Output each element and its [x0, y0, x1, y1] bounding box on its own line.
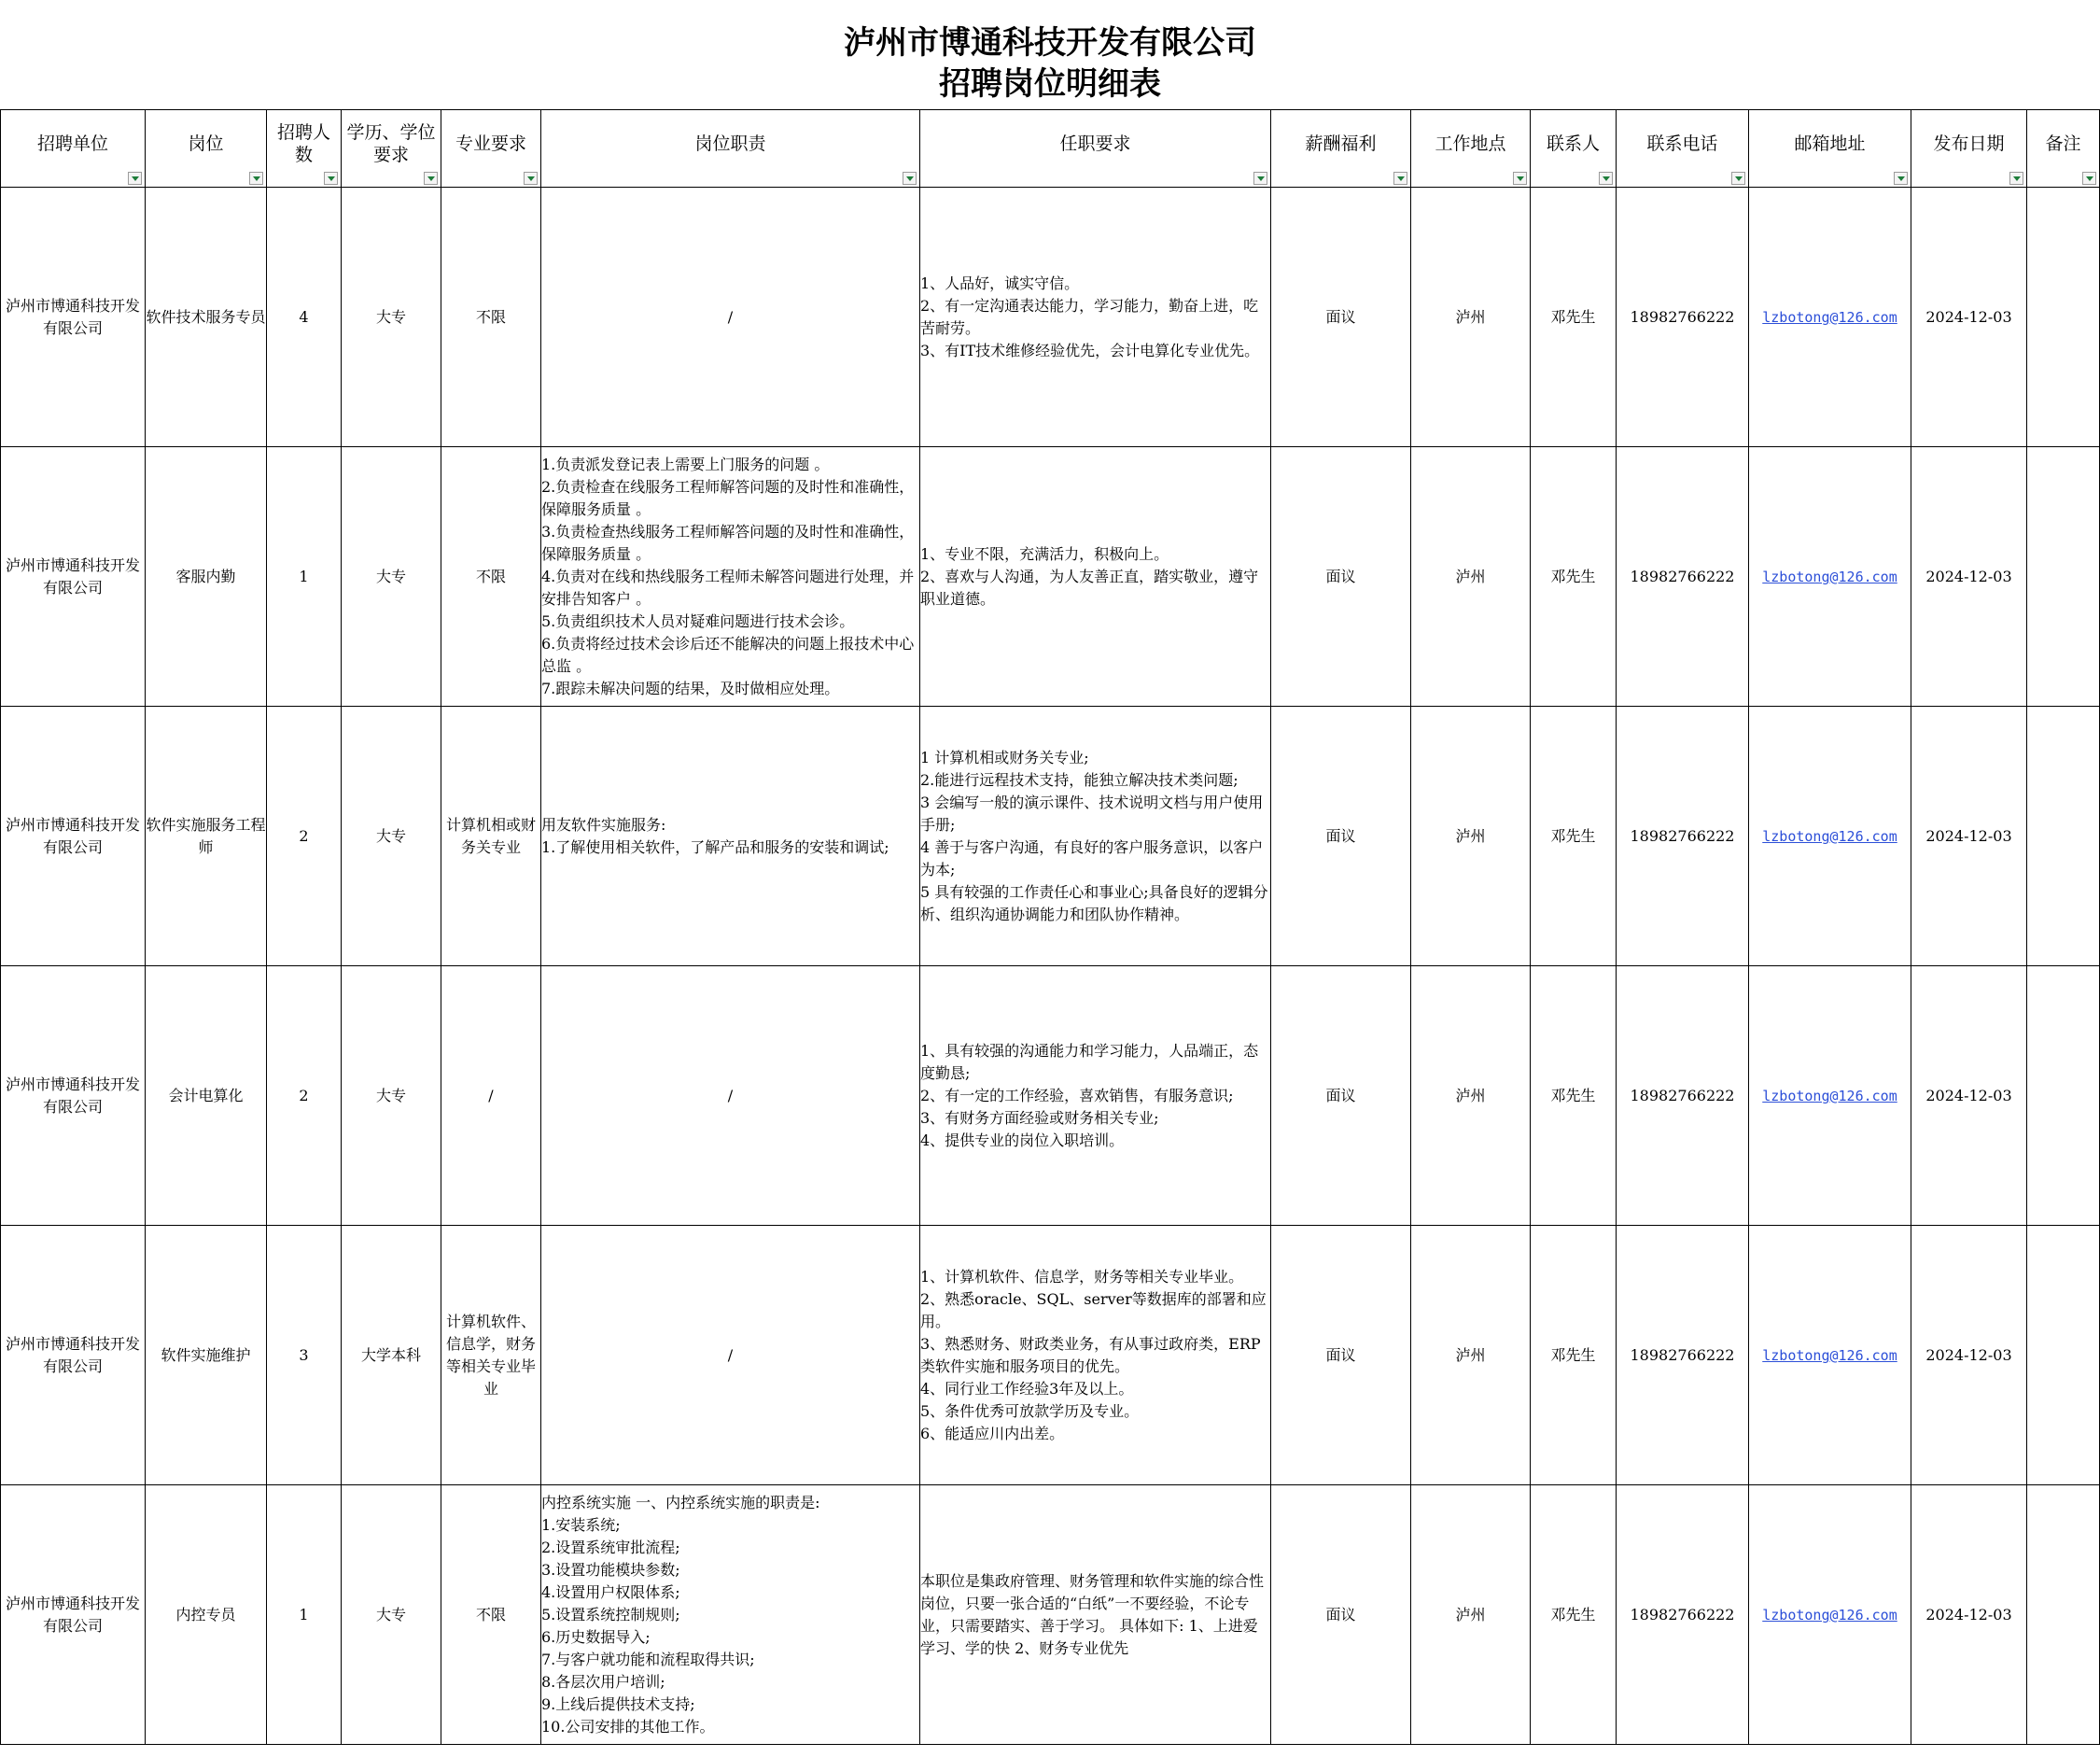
header-requirements [920, 110, 1271, 188]
header-count [267, 110, 342, 188]
cell-phone[interactable]: 18982766222 [1617, 966, 1749, 1226]
header-label: 联系电话 [1646, 134, 1718, 154]
cell-count[interactable]: 1 [267, 447, 342, 707]
cell-requirements[interactable]: 1 计算机相或财务关专业; 2.能进行远程技术支持，能独立解决技术类问题; 3 会编写一般的演示课件、技术说明文档与用户使用手册; 4 善于与客户沟通，有良好的客户服务意识，以客户为本; 5 具有较强的工作责任心和事业心;具备良好的逻辑分析、组织沟通协调能力和团队协作精神。 [920, 707, 1271, 966]
filter-dropdown-icon[interactable] [1393, 172, 1407, 185]
filter-dropdown-icon[interactable] [424, 172, 438, 185]
header-remark [2027, 110, 2100, 188]
cell-education[interactable]: 大专 [342, 707, 441, 966]
header-label: 薪酬福利 [1305, 134, 1377, 154]
email-link[interactable]: lzbotong@126.com [1762, 827, 1897, 845]
cell-major[interactable]: / [441, 966, 541, 1226]
cell-phone[interactable]: 18982766222 [1617, 707, 1749, 966]
cell-location[interactable]: 泸州 [1411, 1485, 1531, 1745]
cell-location[interactable]: 泸州 [1411, 447, 1531, 707]
cell-unit[interactable]: 泸州市博通科技开发有限公司 [1, 188, 146, 447]
cell-phone[interactable]: 18982766222 [1617, 188, 1749, 447]
filter-dropdown-icon[interactable] [2082, 172, 2096, 185]
filter-dropdown-icon[interactable] [1894, 172, 1908, 185]
table-row [1, 1485, 2100, 1745]
filter-dropdown-icon[interactable] [249, 172, 263, 185]
cell-email[interactable] [1749, 447, 1911, 707]
header-major [441, 110, 541, 188]
header-label: 邮箱地址 [1794, 134, 1866, 154]
cell-salary[interactable]: 面议 [1271, 707, 1411, 966]
cell-education[interactable]: 大专 [342, 966, 441, 1226]
cell-salary[interactable]: 面议 [1271, 188, 1411, 447]
cell-unit[interactable]: 泸州市博通科技开发有限公司 [1, 1485, 146, 1745]
cell-contact[interactable]: 邓先生 [1531, 966, 1617, 1226]
cell-duties[interactable]: / [541, 966, 920, 1226]
header-label: 任职要求 [1059, 134, 1131, 154]
cell-duties[interactable]: 用友软件实施服务: 1.了解使用相关软件，了解产品和服务的安装和调试; [541, 707, 920, 966]
filter-dropdown-icon[interactable] [524, 172, 538, 185]
cell-remark[interactable] [2027, 447, 2100, 707]
email-link[interactable]: lzbotong@126.com [1762, 568, 1897, 585]
table-row [1, 966, 2100, 1226]
cell-major[interactable]: 计算机软件、信息学，财务等相关专业毕业 [441, 1226, 541, 1485]
cell-education[interactable]: 大专 [342, 188, 441, 447]
cell-contact[interactable]: 邓先生 [1531, 447, 1617, 707]
cell-salary[interactable]: 面议 [1271, 966, 1411, 1226]
cell-major[interactable]: 计算机相或财务关专业 [441, 707, 541, 966]
header-label: 招聘单位 [36, 134, 108, 154]
header-date [1911, 110, 2027, 188]
header-label: 发布日期 [1933, 134, 2005, 154]
cell-contact[interactable]: 邓先生 [1531, 1226, 1617, 1485]
cell-phone[interactable]: 18982766222 [1617, 1485, 1749, 1745]
cell-remark[interactable] [2027, 707, 2100, 966]
cell-phone[interactable]: 18982766222 [1617, 1226, 1749, 1485]
cell-remark[interactable] [2027, 1226, 2100, 1485]
cell-location[interactable]: 泸州 [1411, 966, 1531, 1226]
filter-dropdown-icon[interactable] [1253, 172, 1267, 185]
cell-education[interactable]: 大学本科 [342, 1226, 441, 1485]
email-link[interactable]: lzbotong@126.com [1762, 1606, 1897, 1623]
cell-education[interactable]: 大专 [342, 1485, 441, 1745]
cell-salary[interactable]: 面议 [1271, 447, 1411, 707]
header-education [342, 110, 441, 188]
cell-email[interactable] [1749, 188, 1911, 447]
cell-date[interactable]: 2024-12-03 [1911, 447, 2027, 707]
cell-requirements[interactable]: 1、人品好，诚实守信。 2、有一定沟通表达能力，学习能力，勤奋上进，吃苦耐劳。 3、有IT技术维修经验优先，会计电算化专业优先。 [920, 188, 1271, 447]
header-label: 岗位 [188, 134, 224, 154]
cell-requirements[interactable]: 1、计算机软件、信息学，财务等相关专业毕业。 2、熟悉oracle、SQL、server等数据库的部署和应用。 3、熟悉财务、财政类业务，有从事过政府类，ERP类软件实施和服务项目的优先。 4、同行业工作经验3年及以上。 5、条件优秀可放款学历及专业。 6、能适应川内出差。 [920, 1226, 1271, 1485]
filter-dropdown-icon[interactable] [324, 172, 338, 185]
cell-major[interactable]: 不限 [441, 1485, 541, 1745]
cell-email[interactable] [1749, 1485, 1911, 1745]
cell-remark[interactable] [2027, 966, 2100, 1226]
cell-location[interactable]: 泸州 [1411, 707, 1531, 966]
cell-date[interactable]: 2024-12-03 [1911, 1485, 2027, 1745]
cell-requirements[interactable]: 1、具有较强的沟通能力和学习能力，人品端正，态度勤恳; 2、有一定的工作经验，喜欢销售，有服务意识; 3、有财务方面经验或财务相关专业; 4、提供专业的岗位入职培训。 [920, 966, 1271, 1226]
cell-unit[interactable]: 泸州市博通科技开发有限公司 [1, 447, 146, 707]
header-label: 学历、学位要求 [346, 122, 436, 165]
cell-duties[interactable]: / [541, 188, 920, 447]
cell-email[interactable] [1749, 707, 1911, 966]
cell-location[interactable]: 泸州 [1411, 1226, 1531, 1485]
cell-count[interactable]: 3 [267, 1226, 342, 1485]
cell-position[interactable]: 软件实施维护 [146, 1226, 267, 1485]
header-location [1411, 110, 1531, 188]
cell-position[interactable]: 客服内勤 [146, 447, 267, 707]
cell-count[interactable]: 2 [267, 707, 342, 966]
recruitment-table [0, 109, 2100, 1745]
cell-requirements[interactable]: 本职位是集政府管理、财务管理和软件实施的综合性岗位，只要一张合适的“白纸”一不要经验，不论专业，只需要踏实、善于学习。 具体如下: 1、上进爱学习、学的快 2、财务专业优先 [920, 1485, 1271, 1745]
page-title: 泸州市博通科技开发有限公司 [844, 24, 1256, 62]
header-unit [1, 110, 146, 188]
header-row [1, 110, 2100, 188]
table-row [1, 1226, 2100, 1485]
cell-salary[interactable]: 面议 [1271, 1485, 1411, 1745]
cell-position[interactable]: 会计电算化 [146, 966, 267, 1226]
cell-position[interactable]: 软件实施服务工程师 [146, 707, 267, 966]
cell-salary[interactable]: 面议 [1271, 1226, 1411, 1485]
cell-major[interactable]: 不限 [441, 188, 541, 447]
email-link[interactable]: lzbotong@126.com [1762, 1087, 1897, 1104]
header-email [1749, 110, 1911, 188]
cell-count[interactable]: 2 [267, 966, 342, 1226]
cell-contact[interactable]: 邓先生 [1531, 1485, 1617, 1745]
cell-education[interactable]: 大专 [342, 447, 441, 707]
header-label: 专业要求 [455, 134, 526, 154]
page-subtitle: 招聘岗位明细表 [939, 65, 1161, 103]
filter-dropdown-icon[interactable] [1513, 172, 1527, 185]
cell-date[interactable]: 2024-12-03 [1911, 188, 2027, 447]
cell-remark[interactable] [2027, 1485, 2100, 1745]
filter-dropdown-icon[interactable] [903, 172, 917, 185]
header-label: 联系人 [1546, 134, 1600, 154]
cell-duties[interactable]: 内控系统实施 一、内控系统实施的职责是: 1.安装系统; 2.设置系统审批流程; 3.设置功能模块参数; 4.设置用户权限体系; 5.设置系统控制规则; 6.历史数据导入; 7.与客户就功能和流程取得共识; 8.各层次用户培训; 9.上线后提供技术支持; 10.公司安排的其他工作。 [541, 1485, 920, 1745]
email-link[interactable]: lzbotong@126.com [1762, 308, 1897, 326]
filter-dropdown-icon[interactable] [2009, 172, 2023, 185]
cell-remark[interactable] [2027, 188, 2100, 447]
cell-date[interactable]: 2024-12-03 [1911, 966, 2027, 1226]
filter-dropdown-icon[interactable] [128, 172, 142, 185]
cell-duties[interactable]: 1.负责派发登记表上需要上门服务的问题 。 2.负责检查在线服务工程师解答问题的及时性和准确性，保障服务质量 。 3.负责检查热线服务工程师解答问题的及时性和准确性，保障服务质量 。 4.负责对在线和热线服务工程师未解答问题进行处理，并安排告知客户 。 5.负责组织技术人员对疑难问题进行技术会诊。 6.负责将经过技术会诊后还不能解决的问题上报技术中心总监 。 7.跟踪未解决问题的结果，及时做相应处理。 [541, 447, 920, 707]
cell-position[interactable]: 软件技术服务专员 [146, 188, 267, 447]
cell-major[interactable]: 不限 [441, 447, 541, 707]
header-label: 工作地点 [1435, 134, 1506, 154]
cell-unit[interactable]: 泸州市博通科技开发有限公司 [1, 1226, 146, 1485]
header-contact [1531, 110, 1617, 188]
cell-date[interactable]: 2024-12-03 [1911, 707, 2027, 966]
cell-unit[interactable]: 泸州市博通科技开发有限公司 [1, 707, 146, 966]
header-position [146, 110, 267, 188]
cell-date[interactable]: 2024-12-03 [1911, 1226, 2027, 1485]
cell-location[interactable]: 泸州 [1411, 188, 1531, 447]
header-salary [1271, 110, 1411, 188]
email-link[interactable]: lzbotong@126.com [1762, 1346, 1897, 1364]
cell-unit[interactable]: 泸州市博通科技开发有限公司 [1, 966, 146, 1226]
header-duties [541, 110, 920, 188]
header-label: 招聘人数 [276, 122, 330, 165]
cell-contact[interactable]: 邓先生 [1531, 188, 1617, 447]
cell-email[interactable] [1749, 966, 1911, 1226]
cell-position[interactable]: 内控专员 [146, 1485, 267, 1745]
cell-contact[interactable]: 邓先生 [1531, 707, 1617, 966]
cell-count[interactable]: 4 [267, 188, 342, 447]
cell-duties[interactable]: / [541, 1226, 920, 1485]
filter-dropdown-icon[interactable] [1731, 172, 1745, 185]
table-row [1, 707, 2100, 966]
cell-count[interactable]: 1 [267, 1485, 342, 1745]
table-row [1, 188, 2100, 447]
cell-email[interactable] [1749, 1226, 1911, 1485]
header-label: 岗位职责 [694, 134, 766, 154]
cell-phone[interactable]: 18982766222 [1617, 447, 1749, 707]
header-phone [1617, 110, 1749, 188]
header-label: 备注 [2045, 134, 2081, 154]
cell-requirements[interactable]: 1、专业不限，充满活力，积极向上。 2、喜欢与人沟通，为人友善正直，踏实敬业，遵守职业道德。 [920, 447, 1271, 707]
filter-dropdown-icon[interactable] [1599, 172, 1613, 185]
table-row [1, 447, 2100, 707]
